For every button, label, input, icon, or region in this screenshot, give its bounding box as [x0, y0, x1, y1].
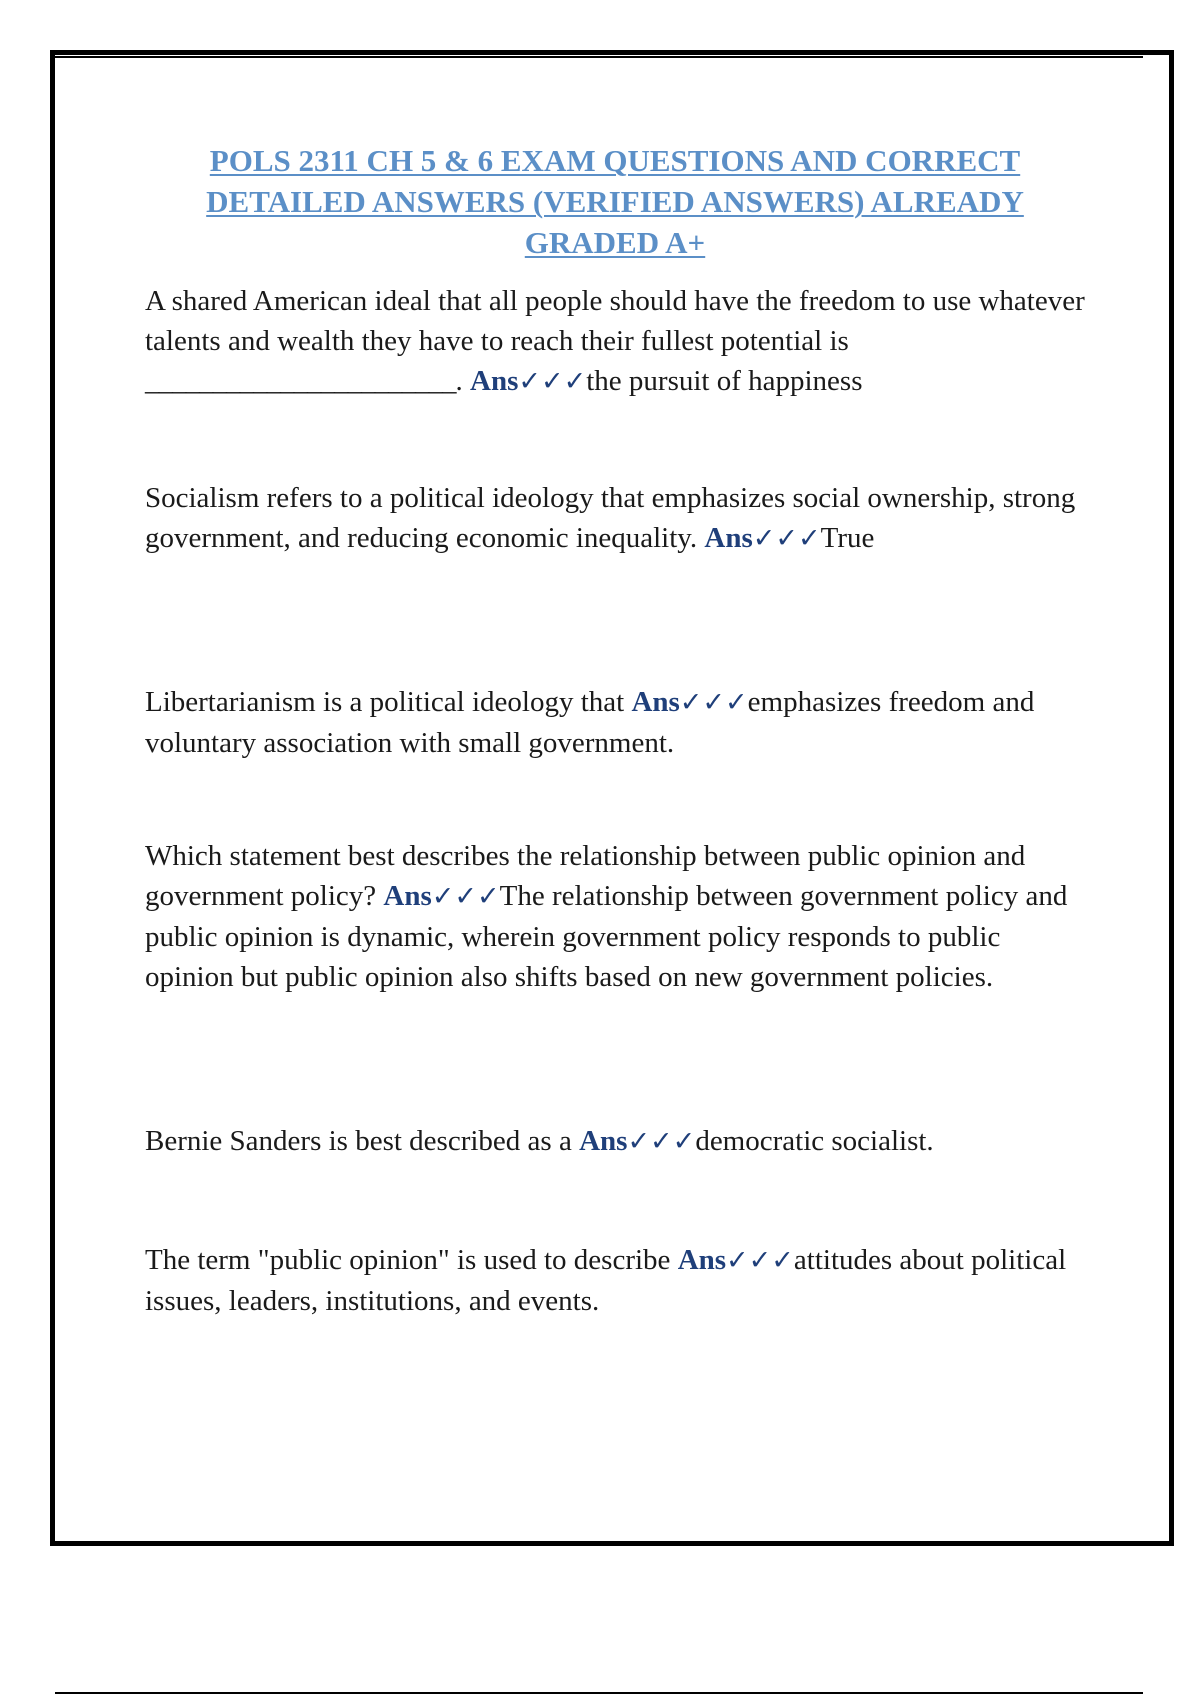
- checkmarks-icon: ✓✓✓: [752, 523, 821, 554]
- question-text: Socialism refers to a political ideology that emphasizes social ownership, strong government, and reducing economic inequality.: [145, 482, 1076, 554]
- checkmarks-icon: ✓✓✓: [679, 687, 748, 718]
- qa-item-6: [145, 1240, 1085, 1321]
- answer-marker: Ans: [383, 880, 432, 912]
- qa-item-4: [145, 836, 1085, 997]
- answer-marker: Ans: [677, 1244, 727, 1276]
- blank-suffix: .: [455, 365, 470, 397]
- answer-marker: Ans: [579, 1125, 628, 1157]
- question-text: Which statement best describes the relationship between public opinion and government policy?: [145, 840, 1026, 912]
- answer-text: The relationship between government policy and public opinion is dynamic, wherein government policy responds to public opinion but public opinion also shifts based on new government policies.: [145, 880, 1068, 993]
- qa-item-2: [145, 478, 1085, 559]
- answer-blank: _______________________: [145, 365, 456, 397]
- checkmarks-icon: ✓✓✓: [627, 1126, 696, 1157]
- question-text: The term "public opinion" is used to describe: [145, 1244, 671, 1276]
- checkmarks-icon: ✓✓✓: [518, 366, 587, 397]
- top-rule: [55, 56, 1143, 58]
- checkmarks-icon: ✓✓✓: [726, 1245, 794, 1276]
- qa-item-3: [145, 682, 1085, 763]
- bottom-rule: [55, 1692, 1143, 1694]
- answer-text: democratic socialist.: [695, 1125, 934, 1157]
- answer-text: attitudes about political issues, leaders, institutions, and events.: [145, 1244, 1067, 1317]
- qa-item-5: [145, 1121, 1085, 1162]
- checkmarks-icon: ✓✓✓: [431, 881, 500, 912]
- page-border-frame: [50, 50, 1174, 1546]
- answer-text: the pursuit of happiness: [586, 365, 863, 397]
- question-text: A shared American ideal that all people should have the freedom to use whatever talents and wealth they have to reach their fullest potential is: [145, 285, 1085, 357]
- answer-marker: Ans: [631, 686, 680, 718]
- answer-text: True: [820, 522, 875, 554]
- answer-marker: Ans: [470, 365, 519, 397]
- question-text: Libertarianism is a political ideology that: [145, 686, 625, 718]
- qa-item-1: [145, 281, 1085, 402]
- answer-marker: Ans: [704, 522, 753, 554]
- answer-text: emphasizes freedom and voluntary association with small government.: [145, 686, 1035, 759]
- question-text: Bernie Sanders is best described as a: [145, 1125, 572, 1157]
- document-title: POLS 2311 CH 5 & 6 EXAM QUESTIONS AND CORRECT DETAILED ANSWERS (VERIFIED ANSWERS) ALREADY GRADED A+: [206, 143, 1024, 260]
